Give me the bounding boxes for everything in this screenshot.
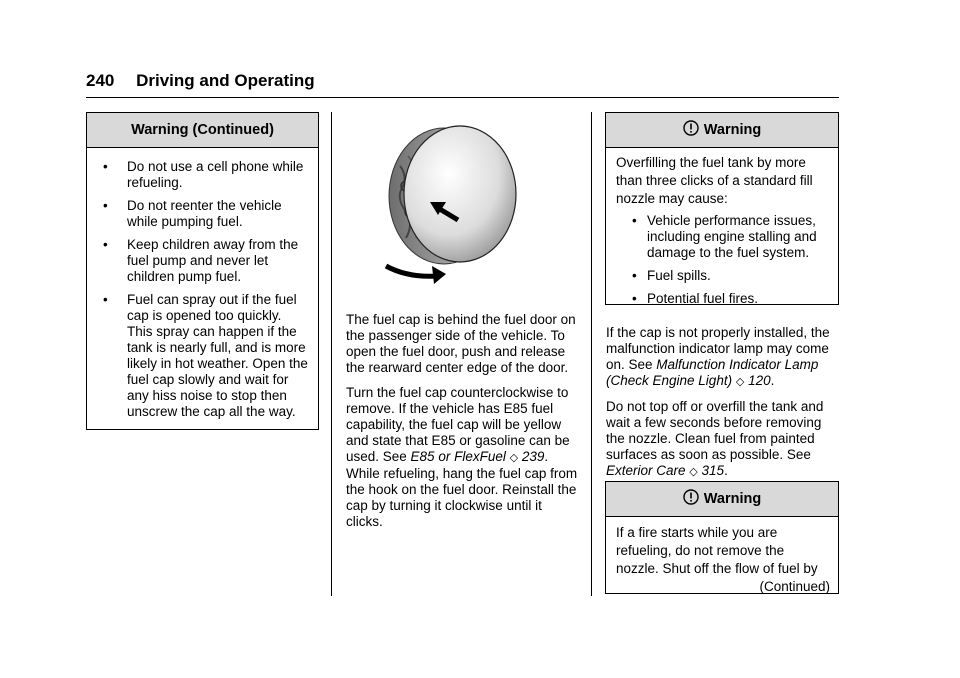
- column-divider-2: [591, 112, 592, 596]
- page-reference[interactable]: 239: [521, 449, 545, 464]
- list-item: • Potential fuel fires.: [632, 291, 759, 306]
- malfunction-paragraph: If the cap is not properly installed, the malfunction indicator lamp may come on. See Malfunction Indicator Lamp (Check Engine Light) ◇ 120.: [606, 325, 830, 388]
- fuel-cap-illustration: [378, 116, 528, 286]
- page-number: 240: [86, 71, 115, 90]
- bullet-mark: •: [103, 237, 108, 252]
- list-item: • Do not reenter the vehicle while pumping fuel.: [103, 198, 282, 229]
- warning-fire-text: If a fire starts while you are refueling, do not remove the nozzle. Shut off the flow of fuel by: [616, 525, 818, 576]
- ref-arrow-icon: ◇: [509, 452, 519, 464]
- warning-continued-box: [86, 112, 319, 430]
- bullet-mark: •: [103, 159, 108, 174]
- warning-continued-body: [87, 148, 318, 420]
- ref-arrow-icon: ◇: [689, 466, 698, 478]
- warning-fire-body: [606, 517, 838, 596]
- page-reference[interactable]: 315: [701, 463, 725, 478]
- bullet-mark: •: [632, 268, 637, 283]
- warning-overfill-title: Warning: [606, 113, 838, 148]
- list-item: • Vehicle performance issues, including engine stalling and damage to the fuel system.: [632, 213, 817, 260]
- right-text: [606, 325, 842, 489]
- middle-text: [346, 312, 581, 539]
- rotate-arrow-icon: [386, 266, 446, 284]
- list-item: • Do not use a cell phone while refueling.: [103, 159, 304, 190]
- top-off-paragraph: Do not top off or overfill the tank and wait a few seconds before removing the nozzle. Clean fuel from painted surfaces as soon as possible. See Exterior Care ◇ 315.: [606, 399, 824, 478]
- warning-icon: [683, 484, 699, 518]
- warning-fire-box: [605, 481, 839, 594]
- bullet-mark: •: [632, 213, 637, 228]
- warning-overfill-box: [605, 112, 839, 305]
- column-divider-1: [331, 112, 332, 596]
- warning-continued-title: Warning (Continued): [87, 113, 318, 148]
- warning-fire-title: Warning: [606, 482, 838, 517]
- header-rule: [86, 97, 839, 98]
- e85-reference-link[interactable]: E85 or FlexFuel: [410, 449, 506, 464]
- bullet-mark: •: [103, 292, 108, 307]
- ref-arrow-icon: ◇: [735, 376, 745, 388]
- fuel-cap-paragraph: Turn the fuel cap counterclockwise to remove. If the vehicle has E85 fuel capability, the fuel cap will be yellow and state that E85 or gasoline can be used. See E85 or FlexFuel ◇ 239. While refueling, hang the fuel cap from the hook on the fuel door. Reinstall the cap by turning it clockwise until it clicks.: [346, 385, 578, 529]
- bullet-mark: •: [632, 291, 637, 306]
- malfunction-reference-link[interactable]: Malfunction Indicator Lamp (Check Engine Light): [606, 357, 819, 388]
- bullet-mark: •: [103, 198, 108, 213]
- exterior-care-reference-link[interactable]: Exterior Care: [606, 463, 686, 478]
- warning-icon: [683, 115, 699, 149]
- fuel-door-paragraph: The fuel cap is behind the fuel door on the passenger side of the vehicle. To open the fuel door, push and release the rearward center edge of the door.: [346, 312, 576, 375]
- page-reference[interactable]: 120: [748, 373, 771, 388]
- cap-face: [404, 126, 516, 262]
- list-item: • Fuel can spray out if the fuel cap is opened too quickly. This spray can happen if the tank is nearly full, and is more likely in hot weather. Open the fuel cap slowly and wait for any hiss noise to stop then unscrew the cap all the way.: [103, 292, 308, 419]
- page-header: [86, 71, 315, 91]
- list-item: • Keep children away from the fuel pump and never let children pump fuel.: [103, 237, 299, 284]
- section-title: Driving and Operating: [136, 71, 315, 90]
- warning-overfill-intro: Overfilling the fuel tank by more than three clicks of a standard fill nozzle may cause:: [616, 155, 813, 206]
- warning-overfill-body: [606, 148, 838, 307]
- list-item: • Fuel spills.: [632, 268, 711, 283]
- continued-label: (Continued): [759, 579, 830, 594]
